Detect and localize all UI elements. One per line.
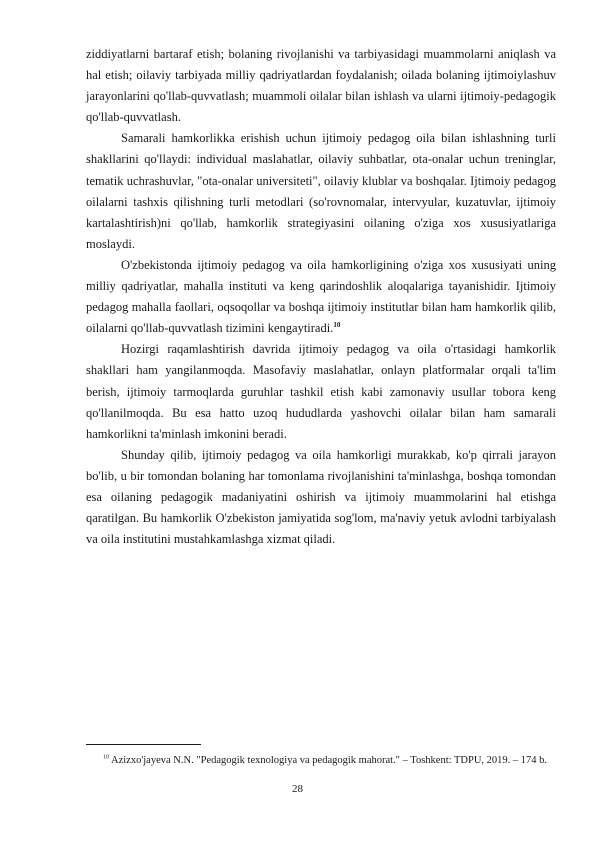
- paragraph-3: [86, 255, 556, 339]
- footnote-text: Azizxo'jayeva N.N. "Pedagogik texnologiya va pedagogik mahorat." – Toshkent: TDPU, 2019. – 174 b.: [111, 755, 548, 766]
- page-body: [86, 44, 556, 550]
- paragraph-5: [86, 445, 556, 550]
- footnote-divider: [86, 744, 201, 745]
- footnote-number: 10: [103, 754, 109, 761]
- paragraph-1: [86, 44, 556, 128]
- paragraph-2-text: Samarali hamkorlikka erishish uchun ijtimoiy pedagog oila bilan ishlashning turli shakllarini qo'llaydi: individual maslahatlar, oilaviy suhbatlar, ota-onalar uchun treninglar, tematik uchrashuvlar, "ota-onalar universiteti", oilaviy klublar va boshqalar. Ijtimoiy pedagog oilalarni tashxis qilishning turli metodlari (so'rovnomalar, intervyular, kuzatuvlar, ijtimoiy kartalashtirish)ni qo'llab, hamkorlik strategiyasini oilaning o'ziga xos xususiyatlariga moslaydi.: [86, 131, 556, 251]
- paragraph-3-text: O'zbekistonda ijtimoiy pedagog va oila hamkorligining o'ziga xos xususiyati uning milliy qadriyatlar, mahalla instituti va keng qarindoshlik aloqalariga tayanishidir. Ijtimoiy pedagog mahalla faollari, oqsoqollar va boshqa ijtimoiy institutlar bilan ham hamkorlik qilib, oilalarni qo'llab-quvvatlash tizimini kengaytiradi.: [86, 257, 556, 336]
- paragraph-2: [86, 128, 556, 255]
- page-number: 28: [292, 783, 303, 795]
- footnote: [86, 752, 556, 769]
- paragraph-1-text: ziddiyatlarni bartaraf etish; bolaning rivojlanishi va tarbiyasidagi muammolarni aniqlash va hal etish; oilaviy tarbiyada milliy qadriyatlardan foydalanish; oilada bolaning ijtimoiylashuv jarayonlarini qo'llab-quvvatlash; muammoli oilalar bilan ishlash va ularni ijtimoiy-pedagogik qo'llab-quvvatlash.: [86, 47, 556, 125]
- paragraph-4-text: Hozirgi raqamlashtirish davrida ijtimoiy pedagog va oila o'rtasidagi hamkorlik shakllari ham yangilanmoqda. Masofaviy maslahatlar, onlayn platformalar orqali ta'lim berish, ijtimoiy tarmoqlarda guruhlar tashkil etish kabi zamonaviy usullar tobora keng qo'llanilmoqda. Bu esa hatto uzoq hududlarda yashovchi oilalar bilan ham samarali hamkorlikni ta'minlash imkonini beradi.: [86, 342, 556, 441]
- footnote-reference[interactable]: 10: [333, 321, 341, 330]
- paragraph-5-text: Shunday qilib, ijtimoiy pedagog va oila hamkorligi murakkab, ko'p qirrali jarayon bo'lib, u bir tomondan bolaning har tomonlama rivojlanishini ta'minlashga, boshqa tomondan esa oilaning pedagogik madaniyatini oshirish va ijtimoiy muammolarini hal etishga qaratilgan. Bu hamkorlik O'zbekiston jamiyatida sog'lom, ma'naviy yetuk avlodni tarbiyalash va oila institutini mustahkamlashga xizmat qiladi.: [86, 447, 556, 547]
- paragraph-4: [86, 339, 556, 444]
